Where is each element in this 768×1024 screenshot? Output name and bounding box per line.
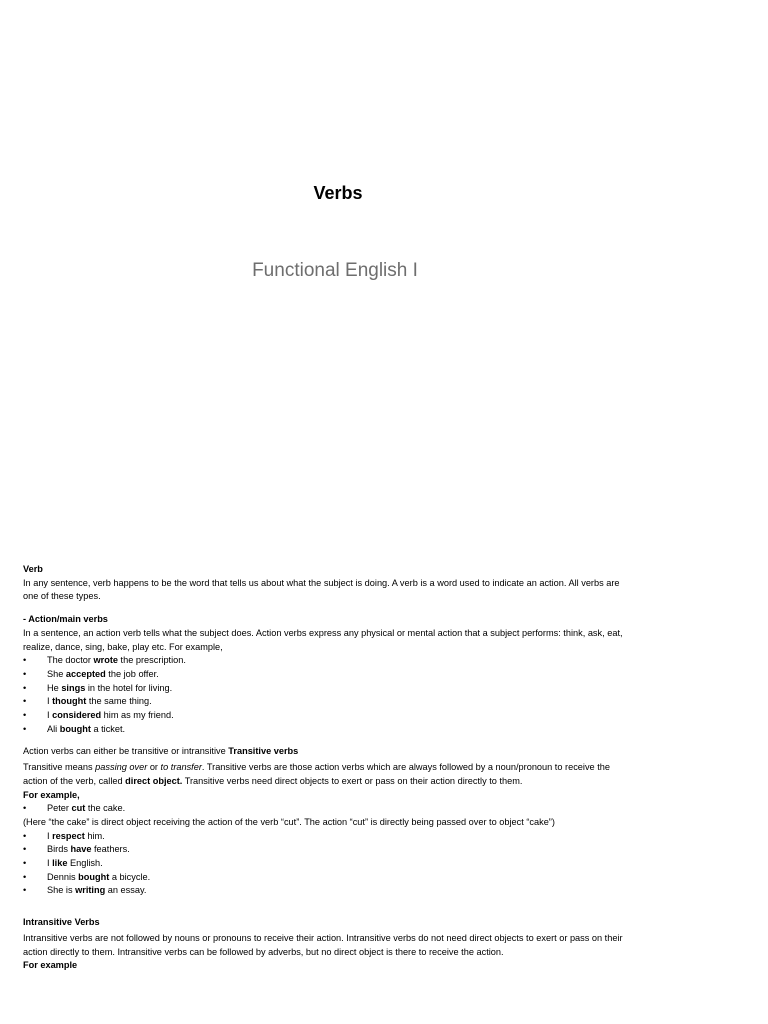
verb-heading <box>23 563 623 577</box>
action-verbs-definition: In a sentence, an action verb tells what the subject does. Action verbs express any physical or mental action that a subject performs: think, ask, eat, realize, dance, sing, bake, play etc. For example, <box>23 627 623 652</box>
verb-definition: In any sentence, verb happens to be the word that tells us about what the subject is doing. A verb is a word used to indicate an action. All verbs are one of these types. <box>23 577 620 602</box>
list-item: • The doctor wrote the prescription. <box>23 654 623 668</box>
intransitive-heading-text: Intransitive Verbs <box>23 917 100 928</box>
list-item: • Birds have feathers. <box>23 843 623 857</box>
transitive-first-example-list <box>23 802 623 816</box>
list-item: • She is writing an essay. <box>23 884 623 898</box>
action-verbs-examples-list <box>23 654 623 736</box>
action-verbs-heading-text: - Action/main verbs <box>23 614 108 625</box>
transitive-examples-list <box>23 830 623 899</box>
transitive-definition: Transitive means passing over or to transfer. Transitive verbs are those action verbs which are always followed by a noun/pronoun to receive the action of the verb, called direct object. Transitive verbs need direct objects to exert or pass on their action directly to them. <box>23 762 610 786</box>
intransitive-for-example: For example <box>23 960 78 971</box>
list-item: • He sings in the hotel for living. <box>23 682 623 696</box>
document-title: Verbs <box>313 183 363 203</box>
list-item: • I like English. <box>23 857 623 871</box>
list-item: • Dennis bought a bicycle. <box>23 871 623 885</box>
list-item: • Ali bought a ticket. <box>23 723 623 737</box>
list-item: • I considered him as my friend. <box>23 709 623 723</box>
transitive-heading: Transitive verbs <box>228 746 299 757</box>
transitive-for-example: For example, <box>23 789 80 800</box>
intransitive-heading <box>23 916 623 930</box>
action-verbs-heading <box>23 613 623 627</box>
list-item: • I respect him. <box>23 830 623 844</box>
list-item: • She accepted the job offer. <box>23 668 623 682</box>
list-item: • Peter cut the cake. <box>23 802 623 816</box>
intransitive-definition: Intransitive verbs are not followed by nouns or pronouns to receive their action. Intransitive verbs do not need direct objects to exert or pass on their action directly to them. Intransitive verbs can be followed by adverbs, but no direct object is there to receive the action. <box>23 932 623 957</box>
transitive-note: (Here “the cake” is direct object receiving the action of the verb “cut”. The action “cut” is directly being passed over to object “cake”) <box>23 816 555 827</box>
document-body <box>23 563 623 973</box>
list-item: • I thought the same thing. <box>23 695 623 709</box>
transitive-intro: Action verbs can either be transitive or intransitive Transitive verbs <box>23 746 299 757</box>
document-subtitle: Functional English I <box>252 260 418 281</box>
verb-heading-text: Verb <box>23 564 43 574</box>
